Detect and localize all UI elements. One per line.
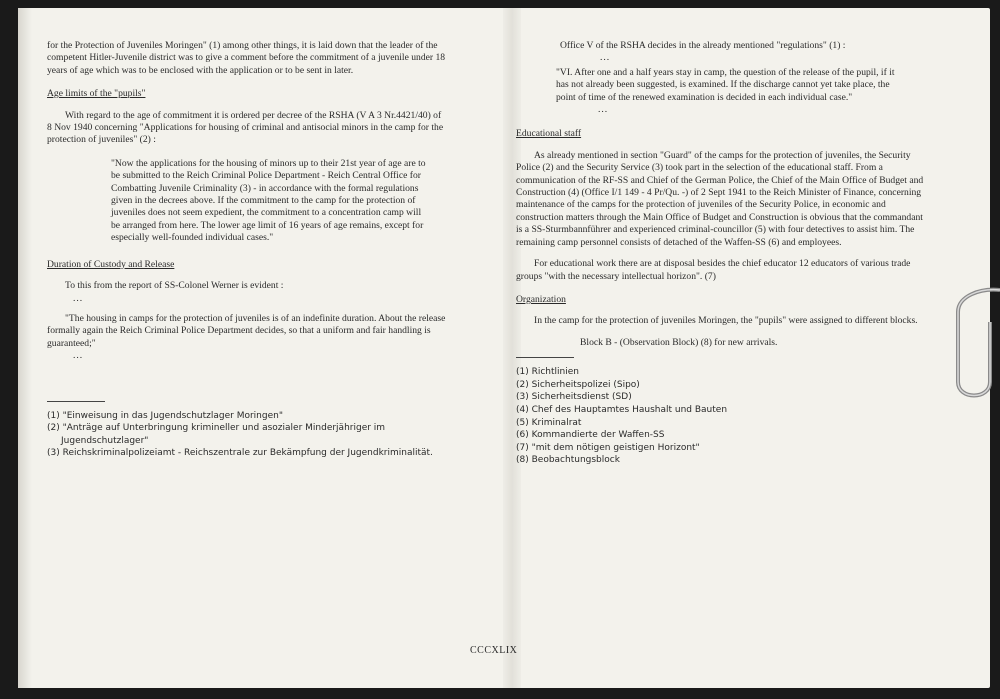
heading-educational-staff: Educational staff (516, 128, 582, 140)
age-limits-paragraph: With regard to the age of commitment it is ordered per decree of the RSHA (V A 3 Nr.4421/40) of 8 Nov 1940 concerning "Applications for housing of criminal and antisocial minors in the camp for the protection of juveniles" (2) : (47, 109, 444, 146)
footnote: (2) "Anträge auf Unterbringung krimineller und asozialer Minderjähriger im Jugendschutzlager" (47, 423, 386, 446)
duration-paragraph: To this from the report of SS-Colonel Werner is evident : (65, 280, 284, 292)
right-page (516, 40, 926, 467)
footnote: (7) "mit dem nötigen geistigen Horizont" (516, 442, 700, 453)
heading-duration: Duration of Custody and Release (47, 258, 175, 270)
ellipsis: ... (600, 52, 611, 64)
footnote: (1) Richtlinien (516, 367, 579, 378)
organization-paragraph: In the camp for the protection of juveniles Moringen, the "pupils" were assigned to different blocks. (534, 315, 918, 327)
spine-shadow (18, 8, 32, 688)
staff-paragraph-1: As already mentioned in section "Guard" of the camps for the protection of juveniles, the Security Police (2) and the Security Service (3) took part in the selection of the educational staff. From a communication of the RF-SS and Chief of the German Police, the Chief of the Main Office of Budget and Construction (4) (Office I/1 149 - 4 Pr/Qu. -) of 2 Sept 1941 to the Reich Minister of Finance, concerning maintenance of the camps for the protection of juveniles of the Security Police, in economic and construction matters through the Main Office of Budget and Construction is obvious that the commandant is a SS-Sturmbannführer and experienced criminal-councillor (5) with four detectives to assist him. The remaining camp personnel consists of detached of the Waffen-SS (6) and employees. (516, 149, 924, 248)
right-footnotes (516, 366, 926, 467)
footnote: (8) Beobachtungsblock (516, 455, 620, 466)
left-intro-paragraph: for the Protection of Juveniles Moringen" (1) among other things, it is laid down that the leader of the competent Hitler-Juvenile district was to give a comment before the commitment of a juvenile under 18 years of age which was to be enclosed with the application or to be sent in later. (47, 40, 446, 76)
footnote: (5) Kriminalrat (516, 417, 582, 428)
footnote: (3) Reichskriminalpolizeiamt - Reichszentrale zur Bekämpfung der Jugendkriminalität. (47, 448, 433, 459)
ellipsis: ... (73, 350, 84, 362)
left-page (47, 40, 447, 460)
footnote: (6) Kommandierte der Waffen-SS (516, 430, 665, 441)
footnote: (1) "Einweisung in das Jugendschutzlager Moringen" (47, 410, 283, 421)
block-b-line: Block B - (Observation Block) (8) for new arrivals. (580, 336, 778, 348)
duration-quote: "The housing in camps for the protection of juveniles is of an indefinite duration. About the release formally again the Reich Criminal Police Department decides, so that a uniform and fair handling is guaranteed;" (47, 312, 446, 349)
age-limits-quote: "Now the applications for the housing of minors up to their 21st year of age are to be submitted to the Reich Criminal Police Department - Reich Central Office for Combatting Juvenile Criminality (3) - in accordance with the formal regulations given in the decrees above. If the commitment to the camp for the protection of juveniles does not seem expedient, the commitment to a concentration camp will be arranged from here. The lower age limit of 16 years of age remains, except for especially well-founded individual cases." (111, 157, 426, 244)
paper-clip-icon (950, 282, 1000, 412)
heading-organization: Organization (516, 293, 566, 305)
quote-vi: "VI. After one and a half years stay in camp, the question of the release of the pupil, if it has not already been suggested, is examined. If the discharge cannot yet take place, the point of time of the renewed examination is decided in each individual case." (556, 66, 895, 103)
left-footnotes (47, 410, 447, 460)
footnote: (3) Sicherheitsdienst (SD) (516, 392, 632, 403)
heading-age-limits: Age limits of the "pupils" (47, 88, 146, 100)
footnote: (4) Chef des Hauptamtes Haushalt und Bauten (516, 404, 728, 415)
right-intro-paragraph: Office V of the RSHA decides in the already mentioned "regulations" (1) : (560, 40, 846, 51)
ellipsis: ... (598, 104, 609, 116)
footnote: (2) Sicherheitspolizei (Sipo) (516, 379, 640, 390)
ellipsis: ... (73, 292, 84, 304)
staff-paragraph-2: For educational work there are at disposal besides the chief educator 12 educators of various trade groups "with the necessary intellectual horizon". (7) (516, 258, 911, 282)
page-number: CCCXLIX (470, 645, 518, 656)
